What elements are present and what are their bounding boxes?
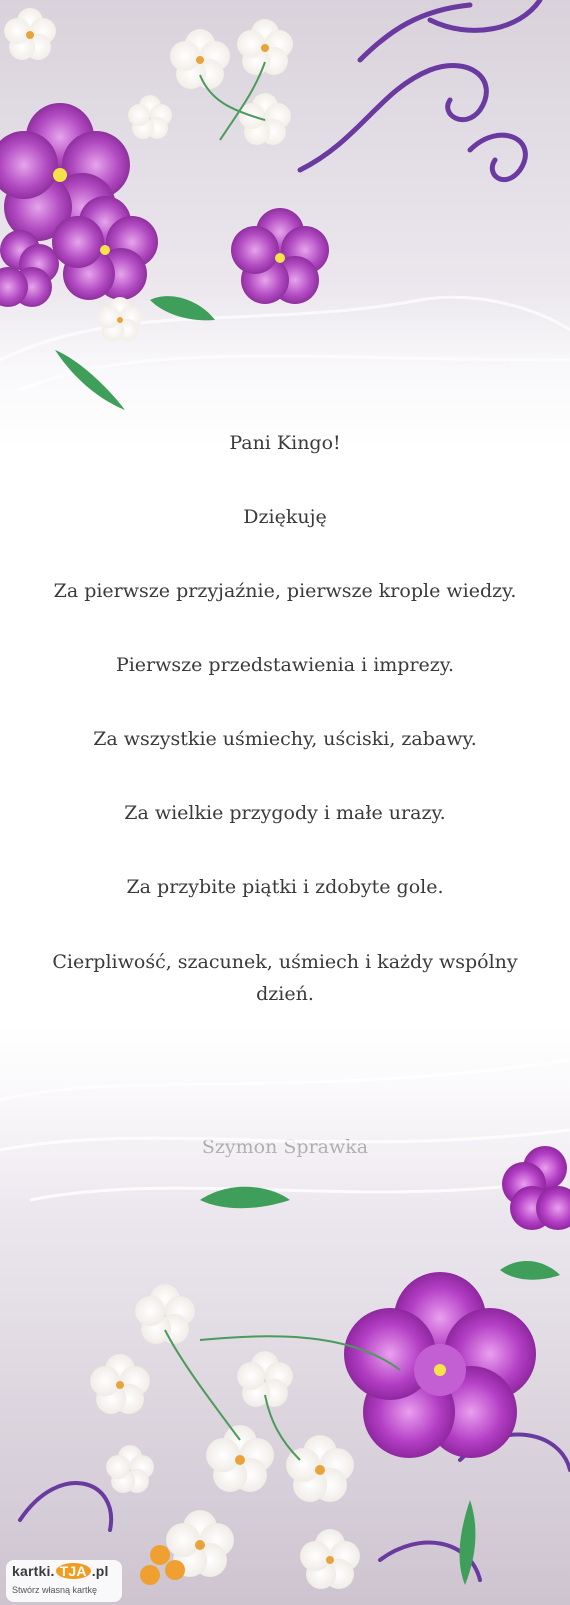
logo-brand-prefix: kartki. [12,1563,55,1579]
message-line: Pierwsze przedstawienia i imprezy. [115,654,455,676]
top-floral-decoration [0,0,570,420]
message-line: Za wszystkie uśmiechy, uściski, zabawy. [93,728,477,750]
logo-tagline: Stwórz własną kartkę [12,1585,98,1595]
message-line: Za wielkie przygody i małe urazy. [124,802,446,824]
message-line: Za przybite piątki i zdobyte gole. [126,876,444,898]
logo-brand [12,1563,109,1579]
greeting-line: Pani Kingo! [229,432,341,454]
logo-brand-badge: TJA [56,1563,91,1579]
logo-brand-suffix: .pl [91,1563,109,1579]
thanks-line: Dziękuję [243,506,327,528]
site-logo[interactable] [6,1560,122,1602]
message-line: Cierpliwość, szacunek, uśmiech i każdy wspólny dzień. [52,951,518,1005]
message-line: Za pierwsze przyjaźnie, pierwsze krople wiedzy. [53,580,517,602]
message-body [40,428,530,1054]
bottom-floral-decoration [0,1040,570,1605]
